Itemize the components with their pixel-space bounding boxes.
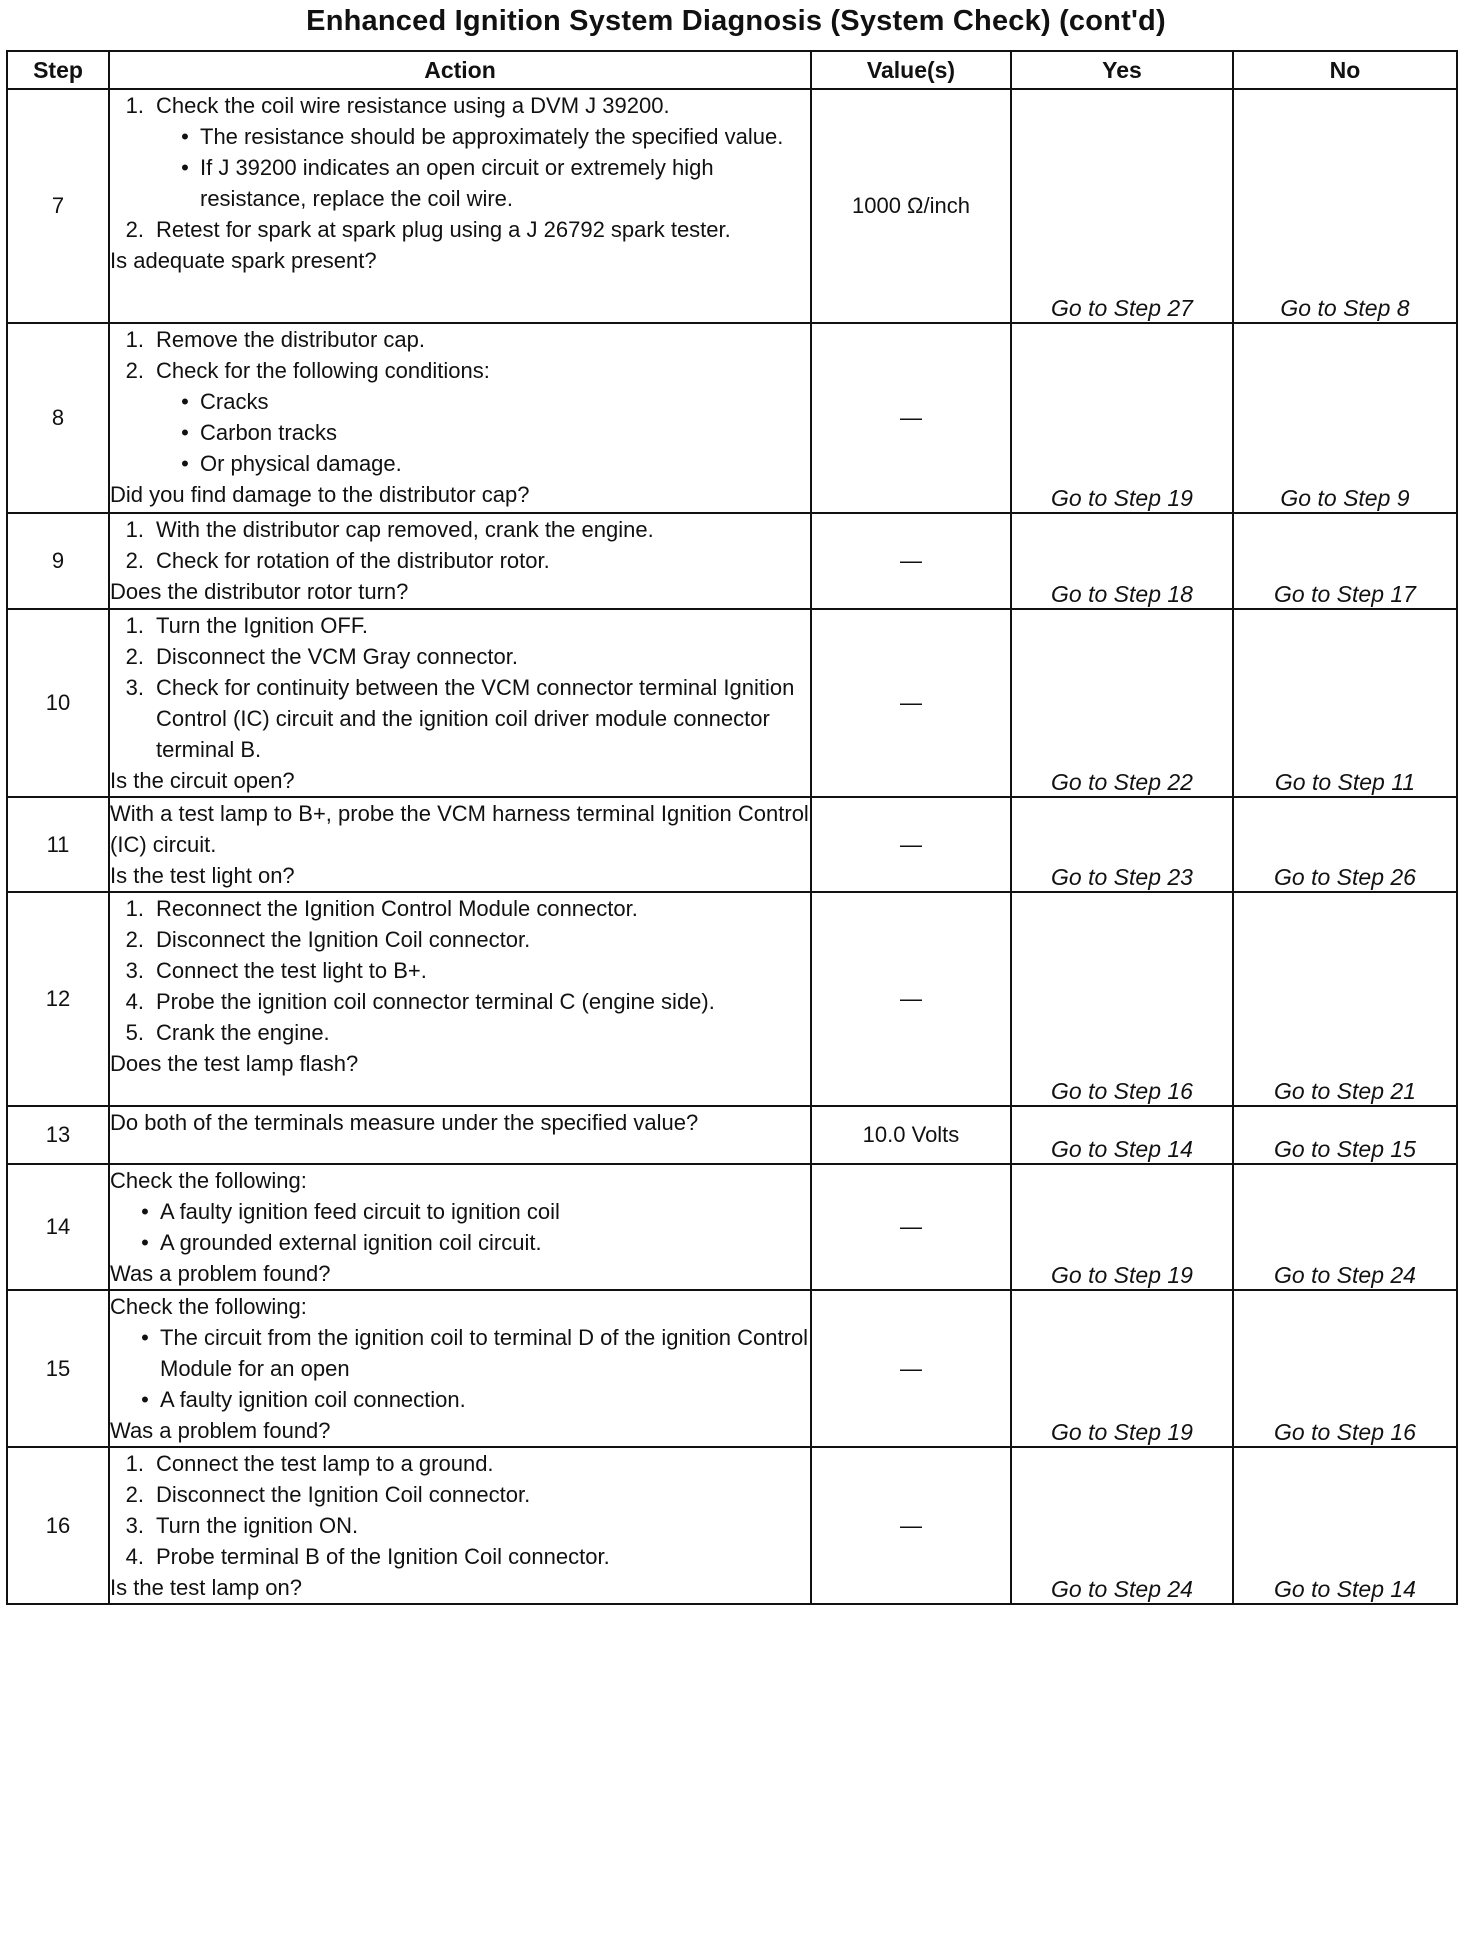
action-question: Is the test lamp on?	[110, 1575, 302, 1600]
header-yes: Yes	[1011, 51, 1233, 89]
table-row	[7, 1164, 1457, 1290]
action-numbered-item	[110, 1510, 810, 1541]
item-text: Disconnect the Ignition Coil connector.	[156, 927, 531, 952]
yes-cell: Go to Step 19	[1011, 323, 1233, 513]
yes-cell: Go to Step 16	[1011, 892, 1233, 1106]
action-numbered-item	[110, 1479, 810, 1510]
bullet-icon: •	[181, 155, 189, 180]
item-text: With the distributor cap removed, crank the engine.	[156, 517, 654, 542]
no-cell: Go to Step 14	[1233, 1447, 1457, 1604]
item-number: 1.	[125, 517, 144, 542]
item-number: 2.	[125, 358, 144, 383]
action-numbered-item	[110, 955, 810, 986]
action-bullet-item	[110, 386, 810, 417]
bullet-icon: •	[181, 389, 189, 414]
action-bullet-item	[110, 1384, 810, 1415]
value-cell: —	[811, 1164, 1011, 1290]
yes-cell: Go to Step 22	[1011, 609, 1233, 797]
header-values: Value(s)	[811, 51, 1011, 89]
action-numbered-item	[110, 924, 810, 955]
no-cell: Go to Step 17	[1233, 513, 1457, 609]
no-cell: Go to Step 16	[1233, 1290, 1457, 1447]
table-header-row	[7, 51, 1457, 89]
action-question: Does the test lamp flash?	[110, 1051, 359, 1076]
bullet-icon: •	[181, 124, 189, 149]
value-cell: —	[811, 1290, 1011, 1447]
action-numbered-item	[110, 893, 810, 924]
table-row	[7, 609, 1457, 797]
value-cell: —	[811, 1447, 1011, 1604]
diagnosis-table	[6, 50, 1458, 1605]
table-row	[7, 1290, 1457, 1447]
action-numbered-item	[110, 1541, 810, 1572]
bullet-icon: •	[141, 1387, 149, 1412]
no-cell: Go to Step 8	[1233, 89, 1457, 323]
step-number: 12	[7, 892, 109, 1106]
no-cell: Go to Step 9	[1233, 323, 1457, 513]
step-number: 7	[7, 89, 109, 323]
action-cell	[109, 797, 811, 892]
action-numbered-item	[110, 90, 810, 121]
item-text: Check for rotation of the distributor rotor.	[156, 548, 550, 573]
action-text: Check the following:	[110, 1168, 307, 1193]
bullet-text: A faulty ignition coil connection.	[160, 1387, 466, 1412]
bullet-text: The resistance should be approximately the specified value.	[200, 124, 784, 149]
item-number: 2.	[125, 644, 144, 669]
header-step: Step	[7, 51, 109, 89]
step-number: 10	[7, 609, 109, 797]
bullet-text: A grounded external ignition coil circuit.	[160, 1230, 542, 1255]
action-cell	[109, 89, 811, 323]
action-question: Does the distributor rotor turn?	[110, 579, 409, 604]
table-row	[7, 323, 1457, 513]
action-cell	[109, 513, 811, 609]
action-bullet-item	[110, 1196, 810, 1227]
yes-cell: Go to Step 18	[1011, 513, 1233, 609]
yes-cell: Go to Step 19	[1011, 1164, 1233, 1290]
action-numbered-item	[110, 641, 810, 672]
yes-cell: Go to Step 23	[1011, 797, 1233, 892]
item-number: 1.	[125, 896, 144, 921]
action-numbered-item	[110, 355, 810, 386]
item-text: Reconnect the Ignition Control Module connector.	[156, 896, 638, 921]
action-numbered-item	[110, 1017, 810, 1048]
action-cell	[109, 323, 811, 513]
item-text: Disconnect the Ignition Coil connector.	[156, 1482, 531, 1507]
table-row	[7, 513, 1457, 609]
table-row	[7, 1106, 1457, 1164]
action-numbered-item	[110, 610, 810, 641]
step-number: 8	[7, 323, 109, 513]
item-number: 2.	[125, 1482, 144, 1507]
bullet-text: A faulty ignition feed circuit to ignition coil	[160, 1199, 560, 1224]
bullet-text: The circuit from the ignition coil to terminal D of the ignition Control Module for an open	[160, 1325, 809, 1381]
item-text: Retest for spark at spark plug using a J 26792 spark tester.	[156, 217, 731, 242]
page-title: Enhanced Ignition System Diagnosis (System Check) (cont'd)	[306, 5, 1166, 37]
item-number: 5.	[125, 1020, 144, 1045]
action-question: Is the circuit open?	[110, 768, 295, 793]
item-number: 1.	[125, 327, 144, 352]
step-number: 13	[7, 1106, 109, 1164]
bullet-text: If J 39200 indicates an open circuit or extremely high resistance, replace the coil wire.	[200, 155, 714, 211]
no-cell: Go to Step 11	[1233, 609, 1457, 797]
step-number: 9	[7, 513, 109, 609]
value-cell: —	[811, 797, 1011, 892]
step-number: 15	[7, 1290, 109, 1447]
no-cell: Go to Step 15	[1233, 1106, 1457, 1164]
action-bullet-item	[110, 152, 810, 214]
action-question: Was a problem found?	[110, 1418, 331, 1443]
action-bullet-item	[110, 448, 810, 479]
action-bullet-item	[110, 1322, 810, 1384]
value-cell: 10.0 Volts	[811, 1106, 1011, 1164]
action-text: Do both of the terminals measure under the specified value?	[110, 1110, 699, 1135]
table-row	[7, 797, 1457, 892]
item-text: Disconnect the VCM Gray connector.	[156, 644, 518, 669]
action-question: Did you find damage to the distributor cap?	[110, 482, 530, 507]
action-cell	[109, 1447, 811, 1604]
action-question: Is adequate spark present?	[110, 248, 377, 273]
value-cell: 1000 Ω/inch	[811, 89, 1011, 323]
bullet-icon: •	[141, 1325, 149, 1350]
action-cell	[109, 1164, 811, 1290]
yes-cell: Go to Step 19	[1011, 1290, 1233, 1447]
item-number: 2.	[125, 927, 144, 952]
action-text: With a test lamp to B+, probe the VCM harness terminal Ignition Control (IC) circuit.	[110, 801, 809, 857]
item-text: Connect the test lamp to a ground.	[156, 1451, 494, 1476]
bullet-icon: •	[141, 1230, 149, 1255]
bullet-text: Cracks	[200, 389, 269, 414]
action-numbered-item	[110, 545, 810, 576]
value-cell: —	[811, 513, 1011, 609]
item-number: 2.	[125, 548, 144, 573]
table-row	[7, 89, 1457, 323]
action-question: Was a problem found?	[110, 1261, 331, 1286]
bullet-icon: •	[141, 1199, 149, 1224]
yes-cell: Go to Step 27	[1011, 89, 1233, 323]
item-text: Check for continuity between the VCM connector terminal Ignition Control (IC) circuit and the ignition coil driver module connector terminal B.	[156, 675, 795, 762]
item-text: Probe terminal B of the Ignition Coil connector.	[156, 1544, 610, 1569]
item-text: Probe the ignition coil connector terminal C (engine side).	[156, 989, 715, 1014]
item-number: 1.	[125, 1451, 144, 1476]
item-number: 3.	[125, 958, 144, 983]
no-cell: Go to Step 24	[1233, 1164, 1457, 1290]
action-numbered-item	[110, 214, 810, 245]
item-text: Check for the following conditions:	[156, 358, 490, 383]
action-cell	[109, 1290, 811, 1447]
action-cell	[109, 609, 811, 797]
step-number: 16	[7, 1447, 109, 1604]
bullet-icon: •	[181, 420, 189, 445]
item-number: 3.	[125, 675, 144, 700]
action-bullet-item	[110, 121, 810, 152]
action-bullet-item	[110, 1227, 810, 1258]
item-number: 1.	[125, 613, 144, 638]
bullet-text: Or physical damage.	[200, 451, 402, 476]
table-body	[7, 89, 1457, 1604]
action-numbered-item	[110, 324, 810, 355]
header-action: Action	[109, 51, 811, 89]
item-number: 3.	[125, 1513, 144, 1538]
no-cell: Go to Step 26	[1233, 797, 1457, 892]
value-cell: —	[811, 609, 1011, 797]
action-numbered-item	[110, 514, 810, 545]
step-number: 11	[7, 797, 109, 892]
bullet-text: Carbon tracks	[200, 420, 337, 445]
item-text: Turn the Ignition OFF.	[156, 613, 368, 638]
table-row	[7, 1447, 1457, 1604]
item-text: Crank the engine.	[156, 1020, 330, 1045]
value-cell: —	[811, 892, 1011, 1106]
action-numbered-item	[110, 986, 810, 1017]
item-number: 2.	[125, 217, 144, 242]
action-numbered-item	[110, 1448, 810, 1479]
step-number: 14	[7, 1164, 109, 1290]
item-text: Check the coil wire resistance using a DVM J 39200.	[156, 93, 670, 118]
item-number: 4.	[125, 1544, 144, 1569]
action-question: Is the test light on?	[110, 863, 295, 888]
action-bullet-item	[110, 417, 810, 448]
table-row	[7, 892, 1457, 1106]
action-text: Check the following:	[110, 1294, 307, 1319]
value-cell: —	[811, 323, 1011, 513]
yes-cell: Go to Step 24	[1011, 1447, 1233, 1604]
yes-cell: Go to Step 14	[1011, 1106, 1233, 1164]
header-no: No	[1233, 51, 1457, 89]
item-number: 4.	[125, 989, 144, 1014]
item-text: Turn the ignition ON.	[156, 1513, 359, 1538]
action-cell	[109, 1106, 811, 1164]
item-text: Connect the test light to B+.	[156, 958, 427, 983]
no-cell: Go to Step 21	[1233, 892, 1457, 1106]
item-text: Remove the distributor cap.	[156, 327, 426, 352]
bullet-icon: •	[181, 451, 189, 476]
item-number: 1.	[125, 93, 144, 118]
action-numbered-item	[110, 672, 810, 765]
action-cell	[109, 892, 811, 1106]
